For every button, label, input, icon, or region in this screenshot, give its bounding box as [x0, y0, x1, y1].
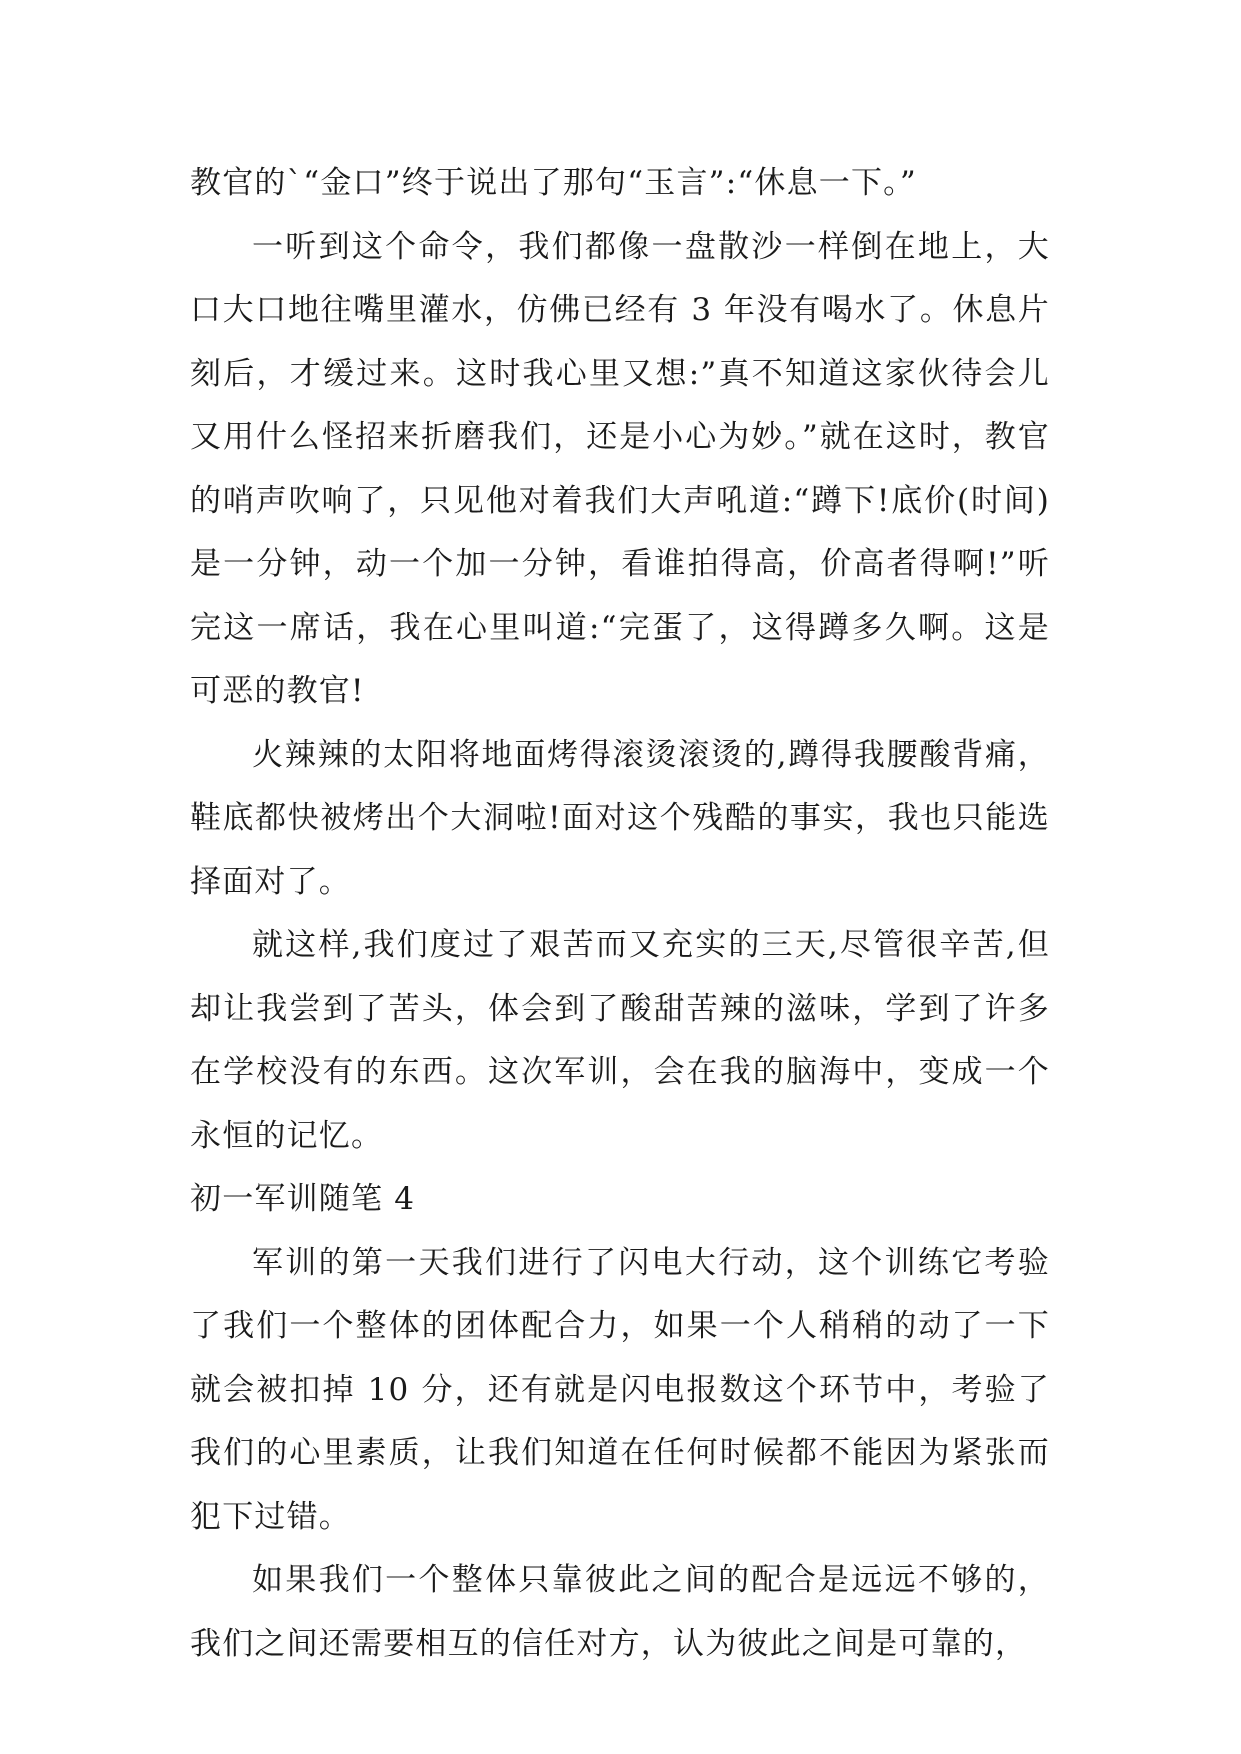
paragraph-lightning-action: 军训的第一天我们进行了闪电大行动，这个训练它考验了我们一个整体的团体配合力，如果一个人稍稍的动了一下就会被扣掉 10 分，还有就是闪电报数这个环节中，考验了我们的心里素质，让我们知道在任何时候都不能因为紧张而犯下过错。 [190, 1244, 1050, 1535]
paragraph-trust: 如果我们一个整体只靠彼此之间的配合是远远不够的，我们之间还需要相互的信任对方，认为彼此之间是可靠的， [190, 1562, 1050, 1662]
document-body [190, 152, 1050, 1676]
section-heading: 初一军训随笔 4 [190, 1181, 416, 1217]
paragraph-rest-command: 一听到这个命令，我们都像一盘散沙一样倒在地上，大口大口地往嘴里灌水，仿佛已经有 3 年没有喝水了。休息片刻后，才缓过来。这时我心里又想:”真不知道这家伙待会儿又用什么怪招来折磨我们，还是小心为妙。”就在这时，教官的哨声吹响了，只见他对着我们大声吼道:“蹲下!底价(时间)是一分钟，动一个加一分钟，看谁拍得高，价高者得啊!”听完这一席话，我在心里叫道:“完蛋了，这得蹲多久啊。这是可恶的教官! [190, 228, 1050, 709]
continuation-paragraph: 教官的`“金口”终于说出了那句“玉言”:“休息一下。” [190, 165, 917, 201]
paragraph-three-days: 就这样,我们度过了艰苦而又充实的三天,尽管很辛苦,但却让我尝到了苦头，体会到了酸甜苦辣的滋味，学到了许多在学校没有的东西。这次军训，会在我的脑海中，变成一个永恒的记忆。 [190, 927, 1050, 1154]
paragraph-hot-sun: 火辣辣的太阳将地面烤得滚烫滚烫的,蹲得我腰酸背痛，鞋底都快被烤出个大洞啦!面对这个残酷的事实，我也只能选择面对了。 [190, 736, 1050, 900]
